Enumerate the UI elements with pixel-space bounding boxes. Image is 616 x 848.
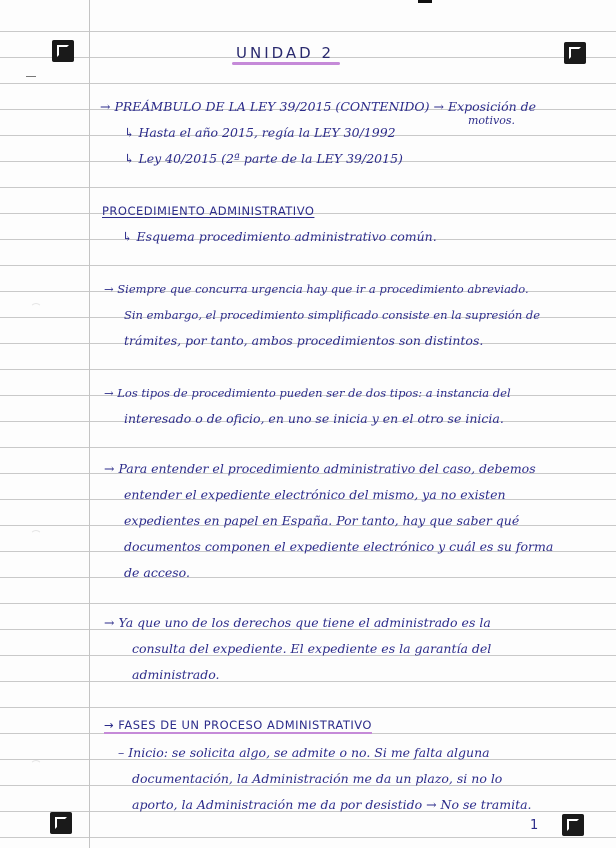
- line-21: – Inicio: se solicita algo, se admite o no. Si me falta alguna: [118, 745, 490, 760]
- margin-line: [89, 0, 90, 848]
- line-18: consulta del expediente. El expediente es la garantía del: [132, 641, 492, 656]
- line-6: ↳ Esquema procedimiento administrativo común.: [122, 229, 437, 244]
- punch-hole: [30, 760, 42, 772]
- line-17: → Ya que uno de los derechos que tiene el administrado es la: [104, 615, 491, 630]
- line-8: Sin embargo, el procedimiento simplificado consiste en la supresión de: [124, 308, 541, 322]
- page-number: 1: [530, 818, 539, 833]
- line-19: administrado.: [132, 667, 220, 682]
- line-2: motivos.: [468, 114, 515, 127]
- punch-hole: [30, 303, 42, 315]
- section-heading: PROCEDIMIENTO ADMINISTRATIVO: [102, 204, 315, 218]
- line-9: trámites, por tanto, ambos procedimientos son distintos.: [124, 333, 484, 348]
- corner-mark-icon: [50, 812, 72, 834]
- title-highlight: [232, 62, 340, 65]
- top-mark: [418, 0, 432, 3]
- line-1: → PREÁMBULO DE LA LEY 39/2015 (CONTENIDO) → Exposición de: [100, 99, 537, 114]
- line-13: entender el expediente electrónico del mismo, ya no existen: [124, 487, 506, 502]
- line-10: → Los tipos de procedimiento pueden ser de dos tipos: a instancia del: [104, 386, 511, 400]
- line-12: → Para entender el procedimiento administrativo del caso, debemos: [104, 461, 536, 476]
- line-14: expedientes en papel en España. Por tanto, hay que saber qué: [124, 513, 520, 528]
- line-15: documentos componen el expediente electrónico y cuál es su forma: [124, 539, 554, 554]
- line-23: aporto, la Administración me da por desistido → No se tramita.: [132, 797, 532, 812]
- page-title: UNIDAD 2: [236, 44, 335, 62]
- margin-tick: [26, 76, 36, 77]
- line-4: ↳ Ley 40/2015 (2ª parte de la LEY 39/2015): [124, 151, 403, 166]
- line-7: → Siempre que concurra urgencia hay que ir a procedimiento abreviado.: [104, 282, 529, 296]
- line-16: de acceso.: [124, 565, 190, 580]
- phases-heading: → FASES DE UN PROCESO ADMINISTRATIVO: [104, 718, 372, 732]
- line-11: interesado o de oficio, en uno se inicia y en el otro se inicia.: [124, 411, 504, 426]
- corner-mark-icon: [52, 40, 74, 62]
- punch-hole: [30, 530, 42, 542]
- line-22: documentación, la Administración me da un plazo, si no lo: [132, 771, 503, 786]
- line-3: ↳ Hasta el año 2015, regía la LEY 30/1992: [124, 125, 396, 140]
